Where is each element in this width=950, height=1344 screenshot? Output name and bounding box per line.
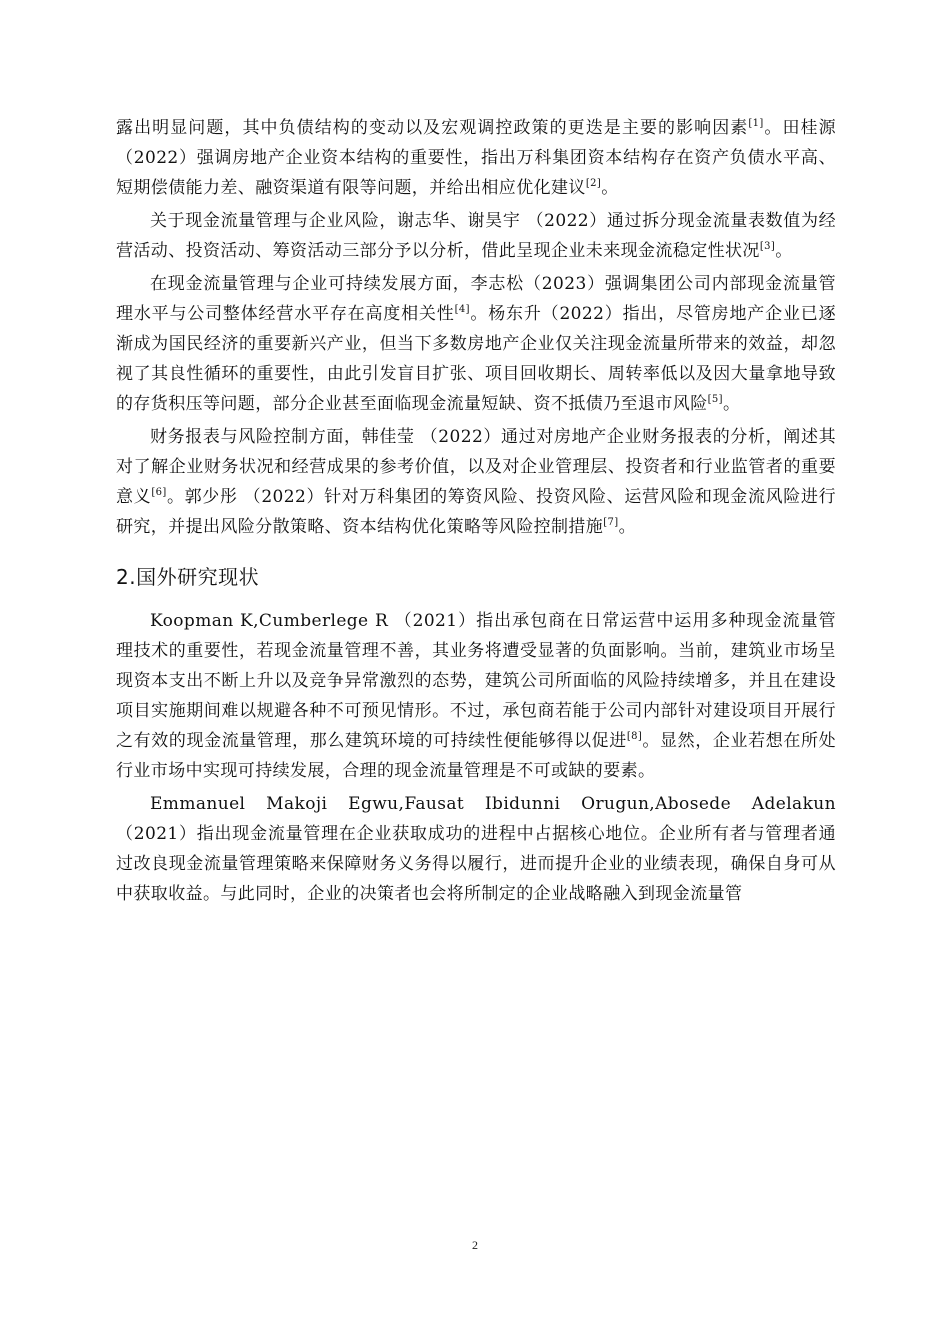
citation-marker: [6] xyxy=(151,487,167,498)
paragraph-text: 在现金流量管理与企业可持续发展方面，李志松（2023）强调集团公司内部现金流量管理水平与公司整体经营水平存在高度相关性 xyxy=(116,274,836,324)
paragraph-text: 。田桂源 （2022）强调房地产企业资本结构的重要性，指出万科集团资本结构存在资产负债水平高、短期偿债能力差、融资渠道有限等问题，并给出相应优化建议 xyxy=(116,118,837,198)
domestic-research-paragraphs xyxy=(116,113,836,542)
body-paragraph xyxy=(116,789,836,909)
section-heading: 2.国外研究现状 xyxy=(116,565,260,589)
citation-marker: [4] xyxy=(454,304,470,315)
paragraph-text: 。杨东升（2022）指出，尽管房地产企业已逐渐成为国民经济的重要新兴产业，但当下多数房地产企业仅关注现金流量所带来的效益，却忽视了其良性循环的重要性，由此引发盲目扩张、项目回收期长、周转率低以及因大量拿地导致的存货积压等问题，部分企业甚至面临现金流量短缺、资不抵债乃至退市风险 xyxy=(116,304,836,414)
foreign-research-paragraphs xyxy=(116,606,836,909)
citation-marker: [2] xyxy=(585,178,602,189)
paragraph-text: Koopman K,Cumberlege R （2021）指出承包商在日常运营中运用多种现金流量管理技术的重要性，若现金流量管理不善，其业务将遭受显著的负面影响。当前，建筑业市场呈现资本支出不断上升以及竞争异常激烈的态势，建筑公司所面临的风险持续增多，并且在建设项目实施期间难以规避各种不可预见情形。不过，承包商若能于公司内部针对建设项目开展行之有效的现金流量管理，那么建筑环境的可持续性便能够得以促进 xyxy=(116,611,836,751)
citation-marker: [7] xyxy=(603,517,619,528)
body-paragraph xyxy=(116,606,836,786)
body-paragraph xyxy=(116,269,836,419)
paragraph-text: 。显然，企业若想在所处行业市场中实现可持续发展，合理的现金流量管理是不可或缺的要素。 xyxy=(116,731,836,781)
body-paragraph xyxy=(116,113,836,203)
paragraph-text: 。 xyxy=(618,517,636,537)
paragraph-text: 。 xyxy=(601,178,619,198)
citation-marker: [1] xyxy=(748,118,764,129)
paragraph-text: Emmanuel Makoji Egwu,Fausat Ibidunni Orugun,Abosede Adelakun （2021）指出现金流量管理在企业获取成功的进程中占据核心地位。企业所有者与管理者通过改良现金流量管理策略来保障财务义务得以履行，进而提升企业的业绩表现，确保自身可从中获取收益。与此同时，企业的决策者也会将所制定的企业战略融入到现金流量管 xyxy=(116,794,836,904)
paragraph-text: 。 xyxy=(722,394,741,414)
citation-marker: [5] xyxy=(707,394,723,405)
citation-marker: [3] xyxy=(759,241,776,252)
paragraph-text: 关于现金流量管理与企业风险，谢志华、谢昊宇 （2022）通过拆分现金流量表数值为经营活动、投资活动、筹资活动三部分予以分析，借此呈现企业未来现金流稳定性状况 xyxy=(116,211,836,261)
paragraph-text: 。郭少彤 （2022）针对万科集团的筹资风险、投资风险、运营风险和现金流风险进行研究，并提出风险分散策略、资本结构优化策略等风险控制措施 xyxy=(116,487,836,537)
page-number: 2 xyxy=(472,1238,478,1252)
body-paragraph xyxy=(116,206,836,266)
citation-marker: [8] xyxy=(626,731,643,742)
page-content xyxy=(116,113,836,912)
paragraph-text: 财务报表与风险控制方面，韩佳莹 （2022）通过对房地产企业财务报表的分析，阐述其对了解企业财务状况和经营成果的参考价值，以及对企业管理层、投资者和行业监管者的重要意义 xyxy=(116,427,836,507)
paragraph-text: 。 xyxy=(775,241,793,261)
paragraph-text: 露出明显问题，其中负债结构的变动以及宏观调控政策的更迭是主要的影响因素 xyxy=(116,118,749,138)
body-paragraph xyxy=(116,422,836,542)
